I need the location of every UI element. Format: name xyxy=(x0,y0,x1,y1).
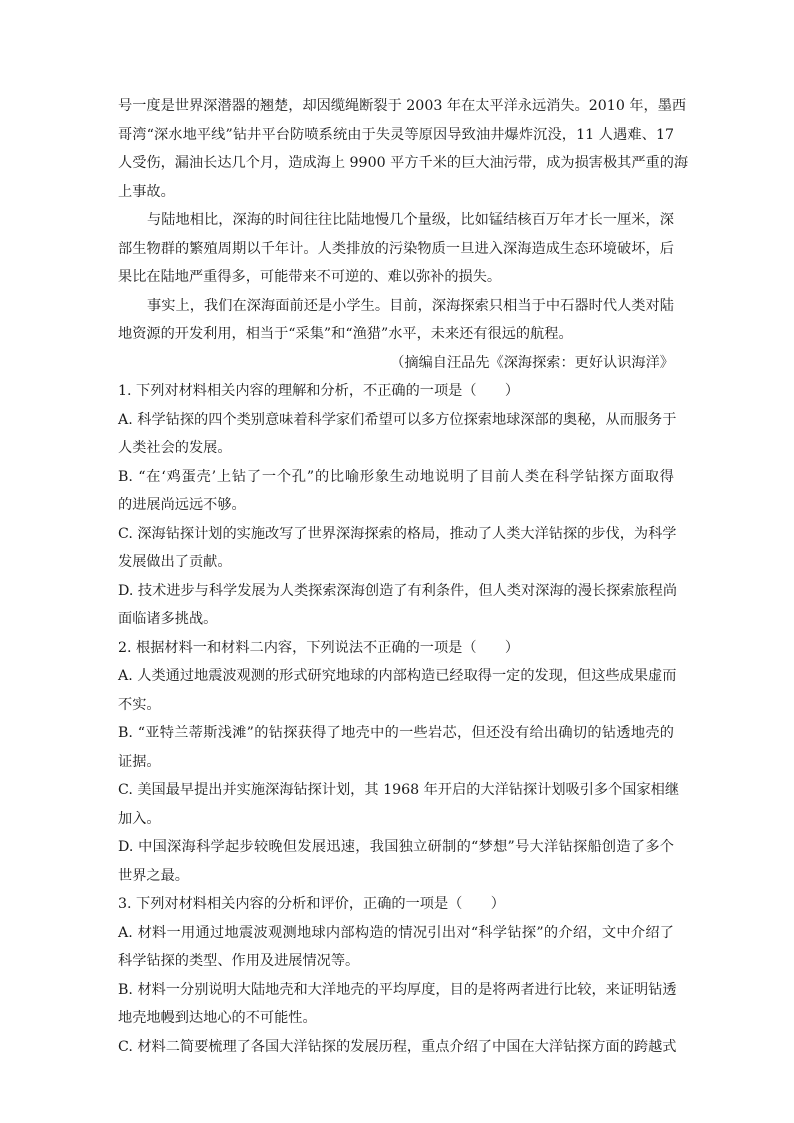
question-1 xyxy=(118,377,678,634)
option-c[interactable] xyxy=(118,520,677,577)
option-text: A. 科学钻探的四个类别意味着科学家们希望可以多方位探索地球深部的奥秘，从而服务于 xyxy=(118,411,677,428)
passage-paragraph-1 xyxy=(118,92,689,206)
option-text: D. 中国深海科学起步较晚但发展迅速，我国独立研制的“梦想”号大洋钻探船创造了多个 xyxy=(118,839,674,855)
option-text: 不实。 xyxy=(118,696,161,713)
option-c[interactable] xyxy=(118,776,680,833)
option-text: C. 美国最早提出并实施深海钻探计划，其 1968 年开启的大洋钻探计划吸引多个国家相继 xyxy=(118,782,680,798)
option-text: 发展做出了贡献。 xyxy=(118,554,232,570)
text-line: 地资源的开发利用，相当于“采集”和“渔猎”水平，未来还有很远的航程。 xyxy=(118,326,573,342)
text-line: 哥湾“深水地平线”钻井平台防喷系统由于失灵等原因导致油井爆炸沉没，11 人遇难、17 xyxy=(118,126,674,143)
text-line: 事实上，我们在深海面前还是小学生。目前，深海探索只相当于中石器时代人类对陆 xyxy=(147,297,674,314)
option-text: C. 深海钻探计划的实施改写了世界深海探索的格局，推动了人类大洋钻探的步伐，为科学 xyxy=(118,525,677,542)
option-b[interactable] xyxy=(118,976,677,1033)
option-text: B. “亚特兰蒂斯浅滩”的钻探获得了地壳中的一些岩芯，但还没有给出确切的钻透地壳的 xyxy=(118,725,674,741)
passage-paragraph-2 xyxy=(118,206,674,292)
text-line: 部生物群的繁殖周期以千年计。人类排放的污染物质一旦进入深海造成生态环境破坏，后 xyxy=(118,240,674,257)
option-d[interactable] xyxy=(118,833,674,890)
option-text: 加入。 xyxy=(118,810,161,827)
text-line: 号一度是世界深潜器的翘楚，却因缆绳断裂于 2003 年在太平洋永远消失。2010 年，墨西 xyxy=(118,98,687,114)
option-text: 人类社会的发展。 xyxy=(118,440,232,456)
option-d[interactable] xyxy=(118,577,678,634)
option-b[interactable] xyxy=(118,463,674,520)
option-text: B. “在‘鸡蛋壳’上钻了一个孔”的比喻形象生动地说明了目前人类在科学钻探方面取得 xyxy=(118,468,674,485)
option-text: 科学钻探的类型、作用及进展情况等。 xyxy=(118,953,360,969)
document-page xyxy=(118,92,689,1061)
option-text: C. 材料二简要梳理了各国大洋钻探的发展历程，重点介绍了中国在大洋钻探方面的跨越式 xyxy=(118,1038,677,1055)
option-a[interactable] xyxy=(118,919,674,976)
option-b[interactable] xyxy=(118,719,674,776)
option-c[interactable] xyxy=(118,1033,677,1062)
text-line: 与陆地相比，深海的时间往往比陆地慢几个量级，比如锰结核百万年才长一厘米，深 xyxy=(147,212,674,228)
option-text: A. 人类通过地震波观测的形式研究地球的内部构造已经取得一定的发现，但这些成果虚而 xyxy=(118,668,677,684)
passage-paragraph-3 xyxy=(118,292,674,349)
option-text: 面临诸多挑战。 xyxy=(118,611,218,627)
question-2 xyxy=(118,634,680,891)
option-text: 证据。 xyxy=(118,753,161,770)
option-text: 的进展尚远远不够。 xyxy=(118,497,246,513)
text-line: 人受伤，漏油长达几个月，造成海上 9900 平方千米的巨大油污带，成为损害极其严重的海 xyxy=(118,155,689,171)
question-stem: 2. 根据材料一和材料二内容，下列说法不正确的一项是（ ） xyxy=(118,639,520,656)
question-stem: 1. 下列对材料相关内容的理解和分析，不正确的一项是（ ） xyxy=(118,383,520,399)
text-line: 上事故。 xyxy=(118,183,175,200)
source-citation: （摘编自汪品先《深海探索：更好认识海洋》 xyxy=(390,354,674,371)
option-text: 地壳地幔到达地心的不可能性。 xyxy=(118,1010,317,1026)
question-stem: 3. 下列对材料相关内容的分析和评价，正确的一项是（ ） xyxy=(118,896,505,912)
option-text: B. 材料一分别说明大陆地壳和大洋地壳的平均厚度，目的是将两者进行比较，来证明钻透 xyxy=(118,981,677,998)
question-3 xyxy=(118,890,677,1061)
option-text: A. 材料一用通过地震波观测地球内部构造的情况引出对“科学钻探”的介绍，文中介绍了 xyxy=(118,924,674,941)
option-text: 世界之最。 xyxy=(118,867,189,884)
option-text: D. 技术进步与科学发展为人类探索深海创造了有利条件，但人类对深海的漫长探索旅程尚 xyxy=(118,582,678,599)
option-a[interactable] xyxy=(118,406,677,463)
option-a[interactable] xyxy=(118,662,677,719)
text-line: 果比在陆地严重得多，可能带来不可逆的、难以弥补的损失。 xyxy=(118,269,502,285)
